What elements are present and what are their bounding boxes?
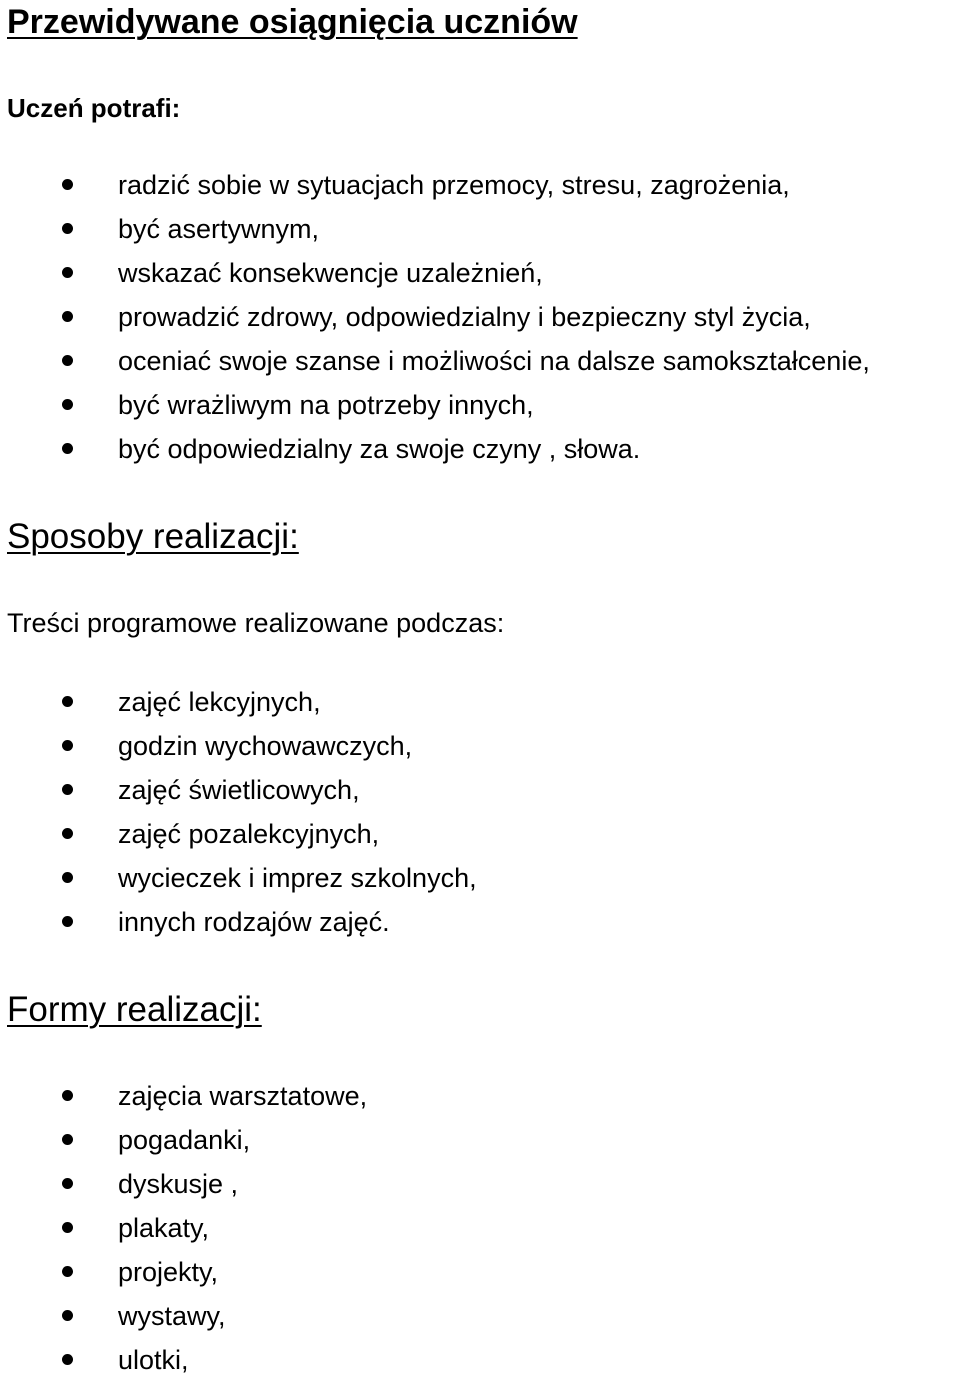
list-item [0,1081,367,1125]
list-item [0,819,477,863]
bullet-icon [62,267,73,278]
list-item-text: wycieczek i imprez szkolnych, [118,863,477,893]
list-item [0,214,870,258]
list-item-text: oceniać swoje szanse i możliwości na dalsze samokształcenie, [118,346,870,376]
bullet-icon [62,740,73,751]
list-item-text: być wrażliwym na potrzeby innych, [118,390,534,420]
list-item [0,258,870,302]
list-item-text: wystawy, [118,1301,226,1331]
list-item [0,1257,367,1301]
list-item-text: prowadzić zdrowy, odpowiedzialny i bezpieczny styl życia, [118,302,811,332]
bullet-icon [62,696,73,707]
bullet-icon [62,872,73,883]
bullet-icon [62,311,73,322]
list-item [0,1169,367,1213]
list-item [0,907,477,951]
bullet-icon [62,179,73,190]
list-item-text: ulotki, [118,1345,189,1375]
bullet-icon [62,828,73,839]
list-item-text: dyskusje , [118,1169,239,1199]
methods-list [0,687,477,951]
list-item-text: projekty, [118,1257,219,1287]
list-item-text: być odpowiedzialny za swoje czyny , słowa. [118,434,641,464]
achievements-list [0,170,870,478]
bullet-icon [62,784,73,795]
list-item-text: zajęć lekcyjnych, [118,687,321,717]
bullet-icon [62,1178,73,1189]
list-item [0,1125,367,1169]
list-item-text: zajęć świetlicowych, [118,775,360,805]
list-item-text: zajęć pozalekcyjnych, [118,819,380,849]
list-item-text: być asertywnym, [118,214,320,244]
list-item [0,1345,367,1389]
list-item [0,863,477,907]
list-item-text: wskazać konsekwencje uzależnień, [118,258,543,288]
list-item [0,390,870,434]
list-item-text: zajęcia warsztatowe, [118,1081,368,1111]
bullet-icon [62,916,73,927]
list-item [0,1301,367,1345]
methods-intro: Treści programowe realizowane podczas: [7,608,505,638]
bullet-icon [62,355,73,366]
page-title: Przewidywane osiągnięcia uczniów [7,3,578,41]
bullet-icon [62,1310,73,1321]
list-item [0,775,477,819]
forms-list [0,1081,367,1389]
list-item [0,302,870,346]
bullet-icon [62,399,73,410]
bullet-icon [62,1134,73,1145]
list-item [0,731,477,775]
bullet-icon [62,223,73,234]
list-item [0,170,870,214]
list-item [0,687,477,731]
bullet-icon [62,1090,73,1101]
list-item [0,1213,367,1257]
bullet-icon [62,443,73,454]
list-item [0,434,870,478]
list-item-text: pogadanki, [118,1125,251,1155]
bullet-icon [62,1222,73,1233]
list-item-text: godzin wychowawczych, [118,731,413,761]
list-item-text: radzić sobie w sytuacjach przemocy, stresu, zagrożenia, [118,170,790,200]
methods-heading: Sposoby realizacji: [7,517,299,556]
list-item-text: innych rodzajów zajęć. [118,907,390,937]
forms-heading: Formy realizacji: [7,990,262,1029]
bullet-icon [62,1266,73,1277]
bullet-icon [62,1354,73,1365]
list-item [0,346,870,390]
list-item-text: plakaty, [118,1213,210,1243]
achievements-intro: Uczeń potrafi: [7,93,181,123]
